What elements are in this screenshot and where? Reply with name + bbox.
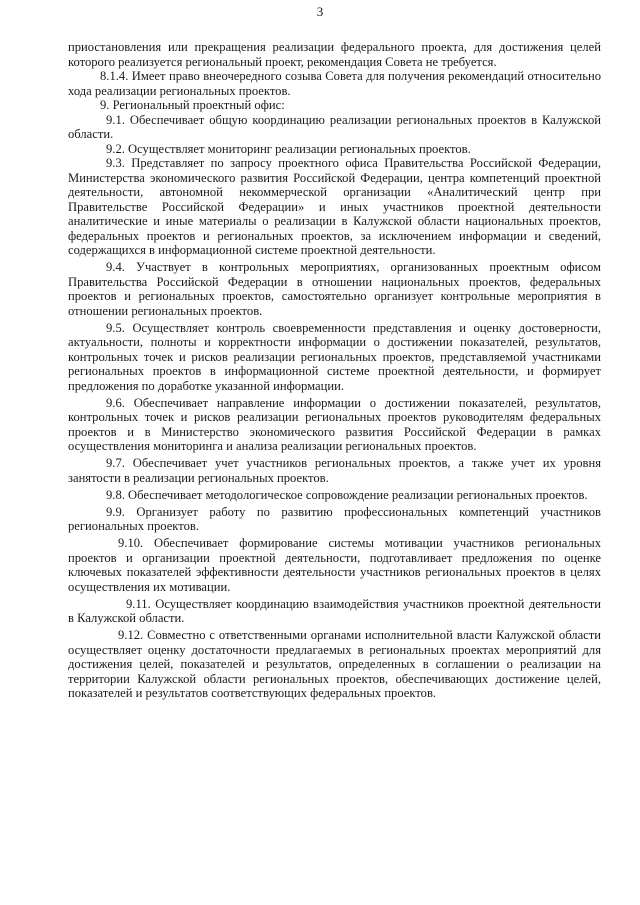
paragraph-9-12: 9.12. Совместно с ответственными органами исполнительной власти Калужской области осуществляет оценку достаточности предлагаемых в региональных проектах мероприятий для достижения целей, показателей и результатов, определенных в соглашении о реализации на территории Калужской области региональных проектов, обеспечивающих достижение целей, показателей и результатов соответствующих федеральных проектов. (68, 628, 601, 700)
document-body (68, 40, 601, 701)
paragraph-9-10: 9.10. Обеспечивает формирование системы мотивации участников региональных проектов и организации проектной деятельности, подготавливает предложения по оценке ключевых показателей эффективности деятельности участников региональных проектов в целях осуществления их мотивации. (68, 536, 601, 594)
page-number: 3 (316, 4, 324, 19)
paragraph-9-9: 9.9. Организует работу по развитию профессиональных компетенций участников региональных проектов. (68, 504, 601, 533)
paragraph-9-7: 9.7. Обеспечивает учет участников региональных проектов, а также учет их уровня занятости в реализации региональных проектов. (68, 456, 601, 485)
paragraph-continuation: приостановления или прекращения реализации федерального проекта, для достижения целей которого реализуется региональный проект, рекомендация Совета не требуется. (68, 40, 601, 69)
paragraph-9-11: 9.11. Осуществляет координацию взаимодействия участников проектной деятельности в Калужской области. (68, 596, 601, 625)
paragraph-9-6: 9.6. Обеспечивает направление информации о достижении показателей, результатов, контрольных точек и рисков реализации региональных проектов руководителям федеральных проектов и в Министерство экономического развития Российской Федерации в рамках осуществления мониторинга и анализа реализации региональных проектов. (68, 395, 601, 453)
paragraph-9-5: 9.5. Осуществляет контроль своевременности представления и оценку достоверности, актуальности, полноты и корректности информации о достижении показателей, результатов, контрольных точек и рисков реализации региональных проектов, представляемой участниками региональных проектов в информационной системе проектной деятельности, и формирует предложения по доработке указанной информации. (68, 320, 601, 393)
paragraph-9: 9. Региональный проектный офис: (100, 98, 285, 112)
paragraph-9-4: 9.4. Участвует в контрольных мероприятиях, организованных проектным офисом Правительства Российской Федерации в отношении национальных проектов, федеральных проектов и региональных проектов, самостоятельно организует контрольные мероприятия в отношении региональных проектов. (68, 260, 601, 318)
paragraph-8-1-4: 8.1.4. Имеет право внеочередного созыва Совета для получения рекомендаций относительно хода реализации региональных проектов. (68, 69, 601, 98)
paragraph-9-1: 9.1. Обеспечивает общую координацию реализации региональных проектов в Калужской области. (68, 112, 601, 141)
paragraph-9-2: 9.2. Осуществляет мониторинг реализации региональных проектов. (106, 141, 471, 156)
paragraph-9-8: 9.8. Обеспечивает методологическое сопровождение реализации региональных проектов. (106, 487, 588, 502)
paragraph-9-3: 9.3. Представляет по запросу проектного офиса Правительства Российской Федерации, Министерства экономического развития Российской Федерации, центра компетенций проектной деятельности, автономной некоммерческой организации «Аналитический центр при Правительстве Российской Федерации» и иных участников проектной деятельности аналитические и иные материалы о реализации в Калужской области национальных проектов, федеральных проектов и региональных проектов, за исключением информации и сведений, содержащихся в информационной системе проектной деятельности. (68, 156, 601, 257)
